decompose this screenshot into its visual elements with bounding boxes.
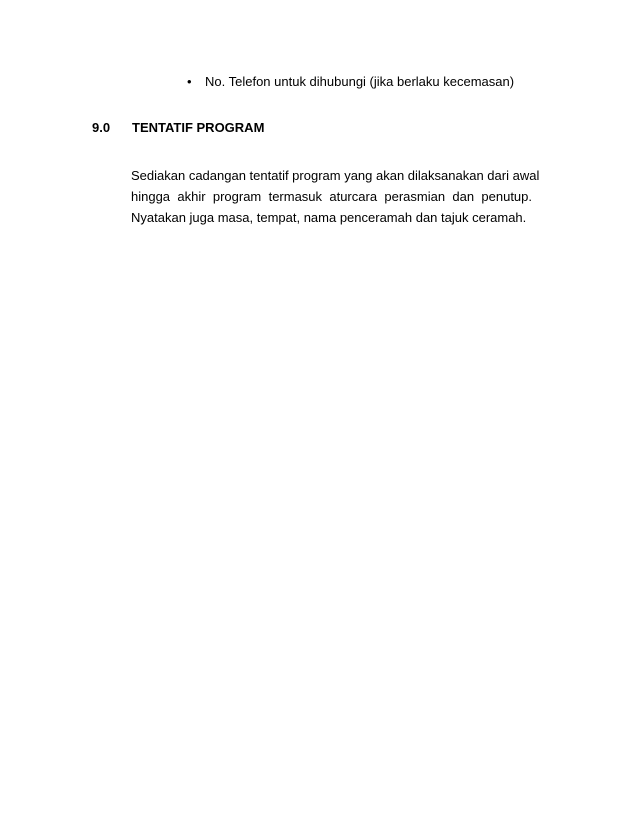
bullet-dot: • — [187, 74, 192, 89]
bullet-text: No. Telefon untuk dihubungi (jika berlaku kecemasan) — [205, 74, 515, 89]
paragraph-line: Nyatakan juga masa, tempat, nama penceramah dan tajuk ceramah. — [131, 210, 527, 225]
section-paragraph — [131, 165, 540, 228]
section-heading — [92, 118, 264, 138]
bullet-item-emergency-phone — [187, 72, 514, 92]
paragraph-line: Sediakan cadangan tentatif program yang akan dilaksanakan dari awal — [131, 168, 540, 183]
section-title: TENTATIF PROGRAM — [132, 120, 265, 135]
paragraph-line: hingga akhir program termasuk aturcara perasmian dan penutup. — [131, 189, 532, 204]
section-number: 9.0 — [92, 120, 111, 135]
